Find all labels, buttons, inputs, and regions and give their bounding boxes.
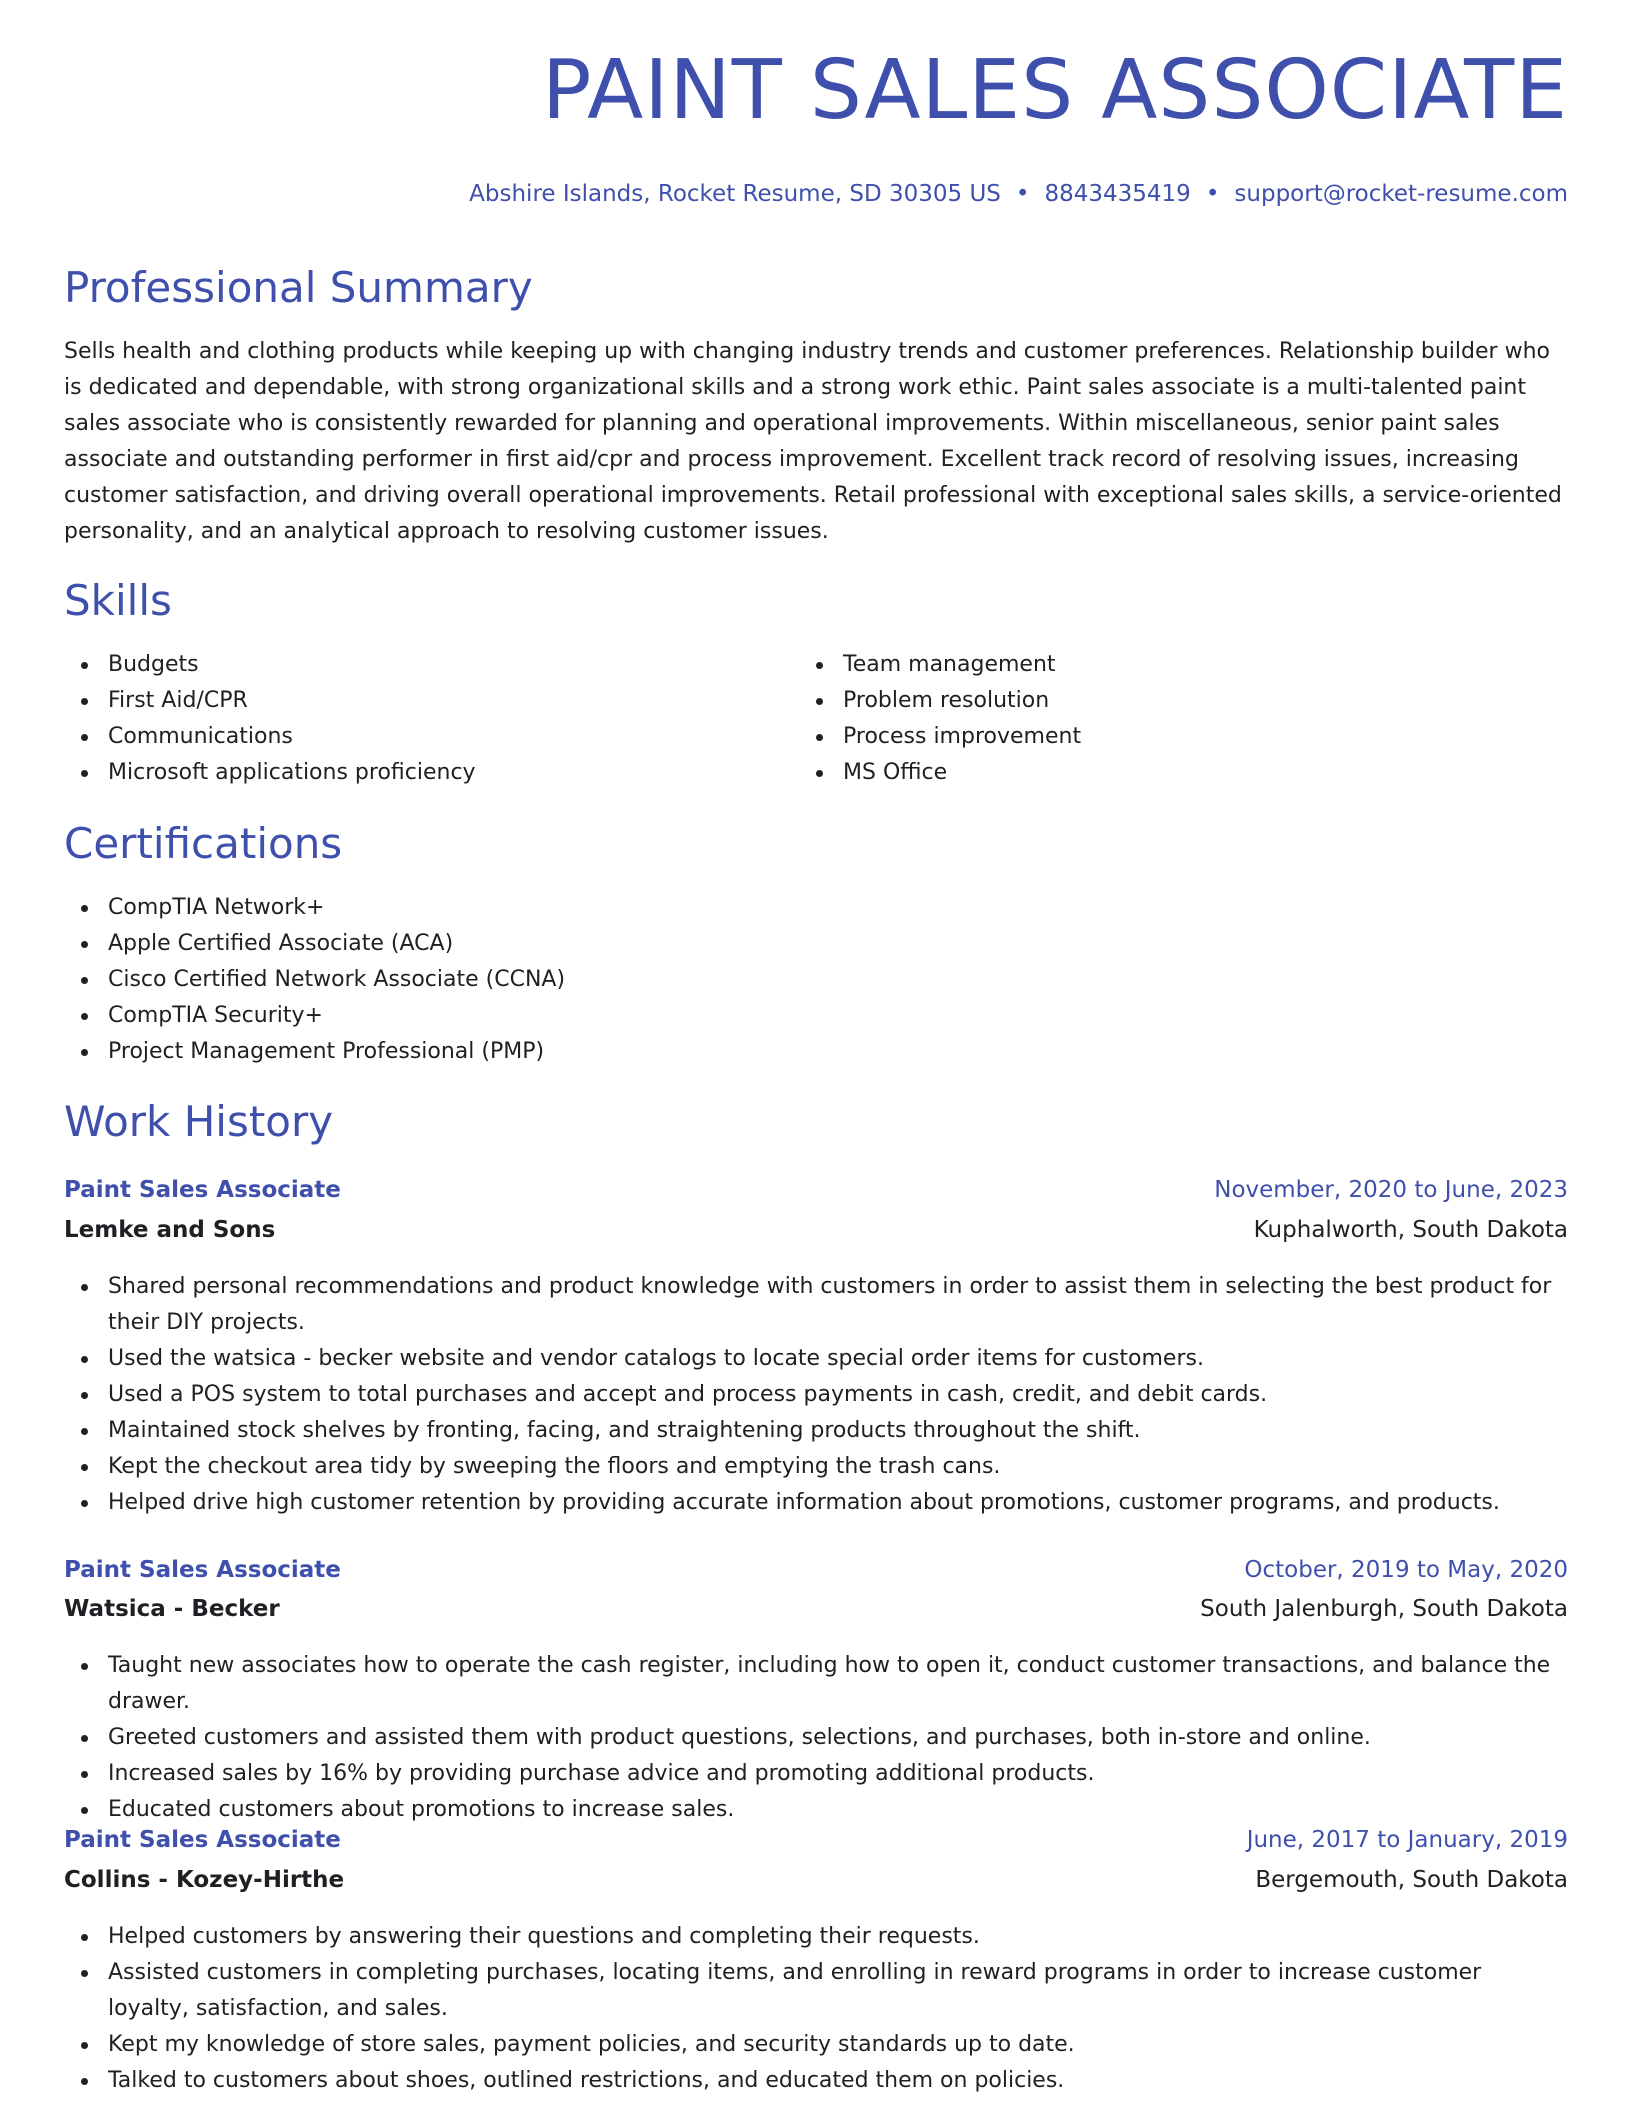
job-bullet: Increased sales by 16% by providing purchase advice and promoting additional products. xyxy=(64,1756,1568,1792)
skill-item: MS Office xyxy=(799,755,1081,791)
job-title: Paint Sales Associate xyxy=(64,1557,341,1583)
skill-item: Microsoft applications proficiency xyxy=(64,755,476,791)
job-bullet: Kept my knowledge of store sales, payment policies, and security standards up to date. xyxy=(64,2027,1568,2063)
job-bullets xyxy=(64,1648,1568,1828)
job-dates: June, 2017 to January, 2019 xyxy=(1246,1827,1568,1853)
job-bullet: Used the watsica - becker website and vendor catalogs to locate special order items for customers. xyxy=(64,1341,1568,1377)
job-location: Bergemouth, South Dakota xyxy=(1255,1867,1568,1893)
job-bullet: Kept the checkout area tidy by sweeping the floors and emptying the trash cans. xyxy=(64,1449,1568,1485)
job-bullet: Assisted customers in completing purchases, locating items, and enrolling in reward programs in order to increase customer loyalty, satisfaction, and sales. xyxy=(64,1955,1568,2027)
job-bullet: Shared personal recommendations and product knowledge with customers in order to assist them in selecting the best product for their DIY projects. xyxy=(64,1269,1568,1341)
job-location: Kuphalworth, South Dakota xyxy=(1253,1217,1568,1243)
job-dates: November, 2020 to June, 2023 xyxy=(1214,1177,1568,1203)
contact-phone: 8843435419 xyxy=(1044,181,1191,207)
summary-text: Sells health and clothing products while keeping up with changing industry trends and customer preferences. Relationship builder who is dedicated and dependable, with strong organizational skills and a strong work ethic. Paint sales associate is a multi-talented paint sales associate who is consistently rewarded for planning and operational improvements. Within miscellaneous, senior paint sales associate and outstanding performer in first aid/cpr and process improvement. Excellent track record of resolving issues, increasing customer satisfaction, and driving overall operational improvements. Retail professional with exceptional sales skills, a service-oriented personality, and an analytical approach to resolving customer issues. xyxy=(64,339,1562,544)
work-history-heading: Work History xyxy=(64,1097,334,1146)
skill-item: First Aid/CPR xyxy=(64,683,476,719)
skill-item: Budgets xyxy=(64,647,476,683)
certification-item: Apple Certified Associate (ACA) xyxy=(64,926,565,962)
job-bullet: Maintained stock shelves by fronting, facing, and straightening products throughout the shift. xyxy=(64,1413,1568,1449)
job-bullets xyxy=(64,1269,1568,1521)
contact-separator: • xyxy=(1205,181,1220,207)
job-bullet: Helped customers by answering their questions and completing their requests. xyxy=(64,1919,1568,1955)
job-company: Watsica - Becker xyxy=(64,1596,280,1622)
job-company: Collins - Kozey-Hirthe xyxy=(64,1867,345,1893)
skills-list-left xyxy=(64,647,476,791)
contact-email: support@rocket-resume.com xyxy=(1234,181,1568,207)
skill-item: Process improvement xyxy=(799,719,1081,755)
job-bullets xyxy=(64,1919,1568,2099)
job-title: Paint Sales Associate xyxy=(64,1827,341,1853)
job-bullet: Talked to customers about shoes, outlined restrictions, and educated them on policies. xyxy=(64,2063,1568,2099)
contact-line xyxy=(469,181,1568,207)
skill-item: Communications xyxy=(64,719,476,755)
skills-list-right xyxy=(799,647,1081,791)
summary-heading: Professional Summary xyxy=(64,263,533,312)
certification-item: CompTIA Network+ xyxy=(64,890,565,926)
skill-item: Problem resolution xyxy=(799,683,1081,719)
certification-item: Cisco Certified Network Associate (CCNA) xyxy=(64,962,565,998)
skills-heading: Skills xyxy=(64,576,172,625)
certification-item: Project Management Professional (PMP) xyxy=(64,1034,565,1070)
contact-address: Abshire Islands, Rocket Resume, SD 30305 US xyxy=(469,181,1001,207)
certifications-list xyxy=(64,890,565,1070)
certification-item: CompTIA Security+ xyxy=(64,998,565,1034)
certifications-heading: Certifications xyxy=(64,819,343,868)
job-bullet: Used a POS system to total purchases and accept and process payments in cash, credit, and debit cards. xyxy=(64,1377,1568,1413)
job-bullet: Educated customers about promotions to increase sales. xyxy=(64,1792,1568,1828)
job-bullet: Taught new associates how to operate the cash register, including how to open it, conduct customer transactions, and balance the drawer. xyxy=(64,1648,1568,1720)
resume-title: PAINT SALES ASSOCIATE xyxy=(541,43,1568,138)
job-title: Paint Sales Associate xyxy=(64,1177,341,1203)
resume-page xyxy=(64,0,1568,2112)
job-company: Lemke and Sons xyxy=(64,1217,276,1243)
job-location: South Jalenburgh, South Dakota xyxy=(1200,1596,1568,1622)
job-bullet: Greeted customers and assisted them with product questions, selections, and purchases, both in-store and online. xyxy=(64,1720,1568,1756)
job-dates: October, 2019 to May, 2020 xyxy=(1244,1557,1568,1583)
contact-separator: • xyxy=(1015,181,1030,207)
job-bullet: Helped drive high customer retention by providing accurate information about promotions, customer programs, and products. xyxy=(64,1485,1568,1521)
skill-item: Team management xyxy=(799,647,1081,683)
